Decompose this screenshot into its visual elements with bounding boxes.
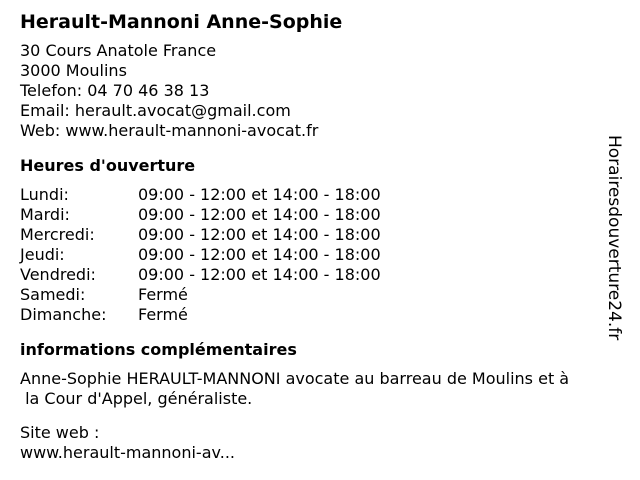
- hours-row-wednesday: [20, 225, 610, 245]
- phone-number[interactable]: Telefon: 04 70 46 38 13: [20, 81, 210, 100]
- day-hours: 09:00 - 12:00 et 14:00 - 18:00: [138, 265, 381, 284]
- day-hours: Fermé: [138, 305, 188, 324]
- day-label: Lundi:: [20, 185, 69, 204]
- day-label: Dimanche:: [20, 305, 107, 324]
- hours-row-monday: [20, 185, 610, 205]
- day-label: Jeudi:: [20, 245, 65, 264]
- address-line-1: 30 Cours Anatole France: [20, 41, 217, 60]
- day-hours: 09:00 - 12:00 et 14:00 - 18:00: [138, 245, 381, 264]
- info-heading: informations complémentaires: [20, 340, 297, 359]
- address-line-2: 3000 Moulins: [20, 61, 127, 80]
- day-hours: 09:00 - 12:00 et 14:00 - 18:00: [138, 185, 381, 204]
- day-label: Vendredi:: [20, 265, 96, 284]
- hours-row-thursday: [20, 245, 610, 265]
- site-web-link[interactable]: www.herault-mannoni-av...: [20, 443, 235, 462]
- info-description: Anne-Sophie HERAULT-MANNONI avocate au barreau de Moulins et à la Cour d'Appel, généraliste.: [20, 369, 570, 408]
- day-hours: 09:00 - 12:00 et 14:00 - 18:00: [138, 225, 381, 244]
- business-name: Herault-Mannoni Anne-Sophie: [20, 11, 343, 33]
- day-label: Samedi:: [20, 285, 86, 304]
- hours-table: [20, 185, 610, 325]
- hours-row-sunday: [20, 305, 610, 325]
- business-card: [20, 9, 610, 463]
- hours-row-tuesday: [20, 205, 610, 225]
- site-web-label: Site web :: [20, 423, 100, 442]
- day-hours: 09:00 - 12:00 et 14:00 - 18:00: [138, 205, 381, 224]
- day-hours: Fermé: [138, 285, 188, 304]
- hours-heading: Heures d'ouverture: [20, 156, 196, 175]
- watermark-text: Horairesdouverture24.fr: [604, 135, 624, 341]
- day-label: Mercredi:: [20, 225, 95, 244]
- hours-row-friday: [20, 265, 610, 285]
- hours-row-saturday: [20, 285, 610, 305]
- website-link[interactable]: Web: www.herault-mannoni-avocat.fr: [20, 121, 319, 140]
- site-web-block: [20, 423, 610, 463]
- email-address[interactable]: Email: herault.avocat@gmail.com: [20, 101, 291, 120]
- day-label: Mardi:: [20, 205, 70, 224]
